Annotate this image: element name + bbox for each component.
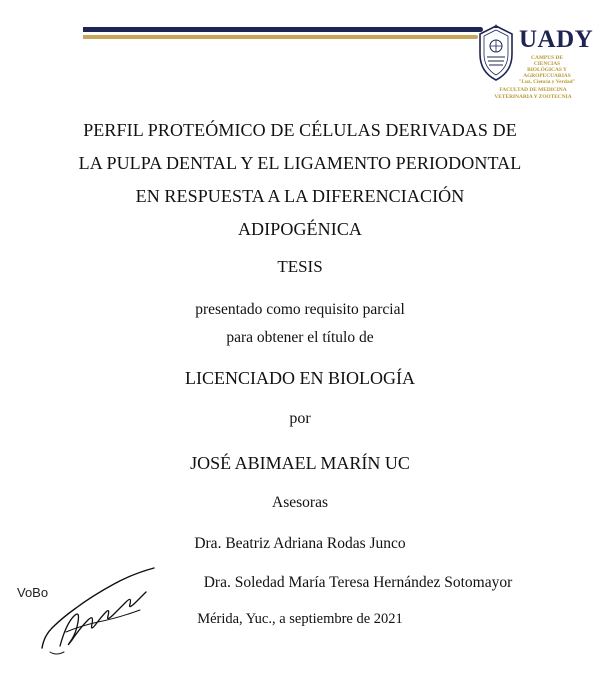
- title-line: PERFIL PROTEÓMICO DE CÉLULAS DERIVADAS DE: [83, 120, 517, 140]
- header-band-gold: [83, 35, 478, 39]
- header-band-navy: [83, 27, 483, 32]
- handwritten-signature: [36, 562, 162, 658]
- vobo-label: VoBo: [17, 585, 49, 600]
- title-line: EN RESPUESTA A LA DIFERENCIACIÓN: [135, 186, 465, 206]
- campus-label: CAMPUS DE CIENCIAS BIOLÓGICAS Y AGROPECUARIAS "Luz, Ciencia y Verdad": [518, 55, 576, 85]
- advisor-name: Dra. Soledad María Teresa Hernández Sotomayor: [203, 574, 513, 591]
- advisors-label: Asesoras: [272, 494, 328, 511]
- document-type: TESIS: [277, 257, 323, 276]
- advisor-name: Dra. Beatriz Adriana Rodas Junco: [194, 535, 406, 552]
- uady-logo-text: UADY: [519, 26, 594, 53]
- title-line: LA PULPA DENTAL Y EL LIGAMENTO PERIODONTAL: [78, 153, 522, 173]
- university-crest-icon: [476, 24, 516, 82]
- author-name: JOSÉ ABIMAEL MARÍN UC: [190, 453, 410, 473]
- title-line: ADIPOGÉNICA: [237, 219, 363, 239]
- requirement-line-1: presentado como requisito parcial: [195, 301, 405, 318]
- requirement-line-2: para obtener el título de: [226, 329, 374, 346]
- degree-name: LICENCIADO EN BIOLOGÍA: [185, 368, 415, 388]
- faculty-label: FACULTAD DE MEDICINA VETERINARIA Y ZOOTECNIA: [494, 87, 572, 100]
- place-date: Mérida, Yuc., a septiembre de 2021: [197, 611, 403, 627]
- thesis-title: [0, 114, 600, 246]
- by-label: por: [289, 410, 311, 427]
